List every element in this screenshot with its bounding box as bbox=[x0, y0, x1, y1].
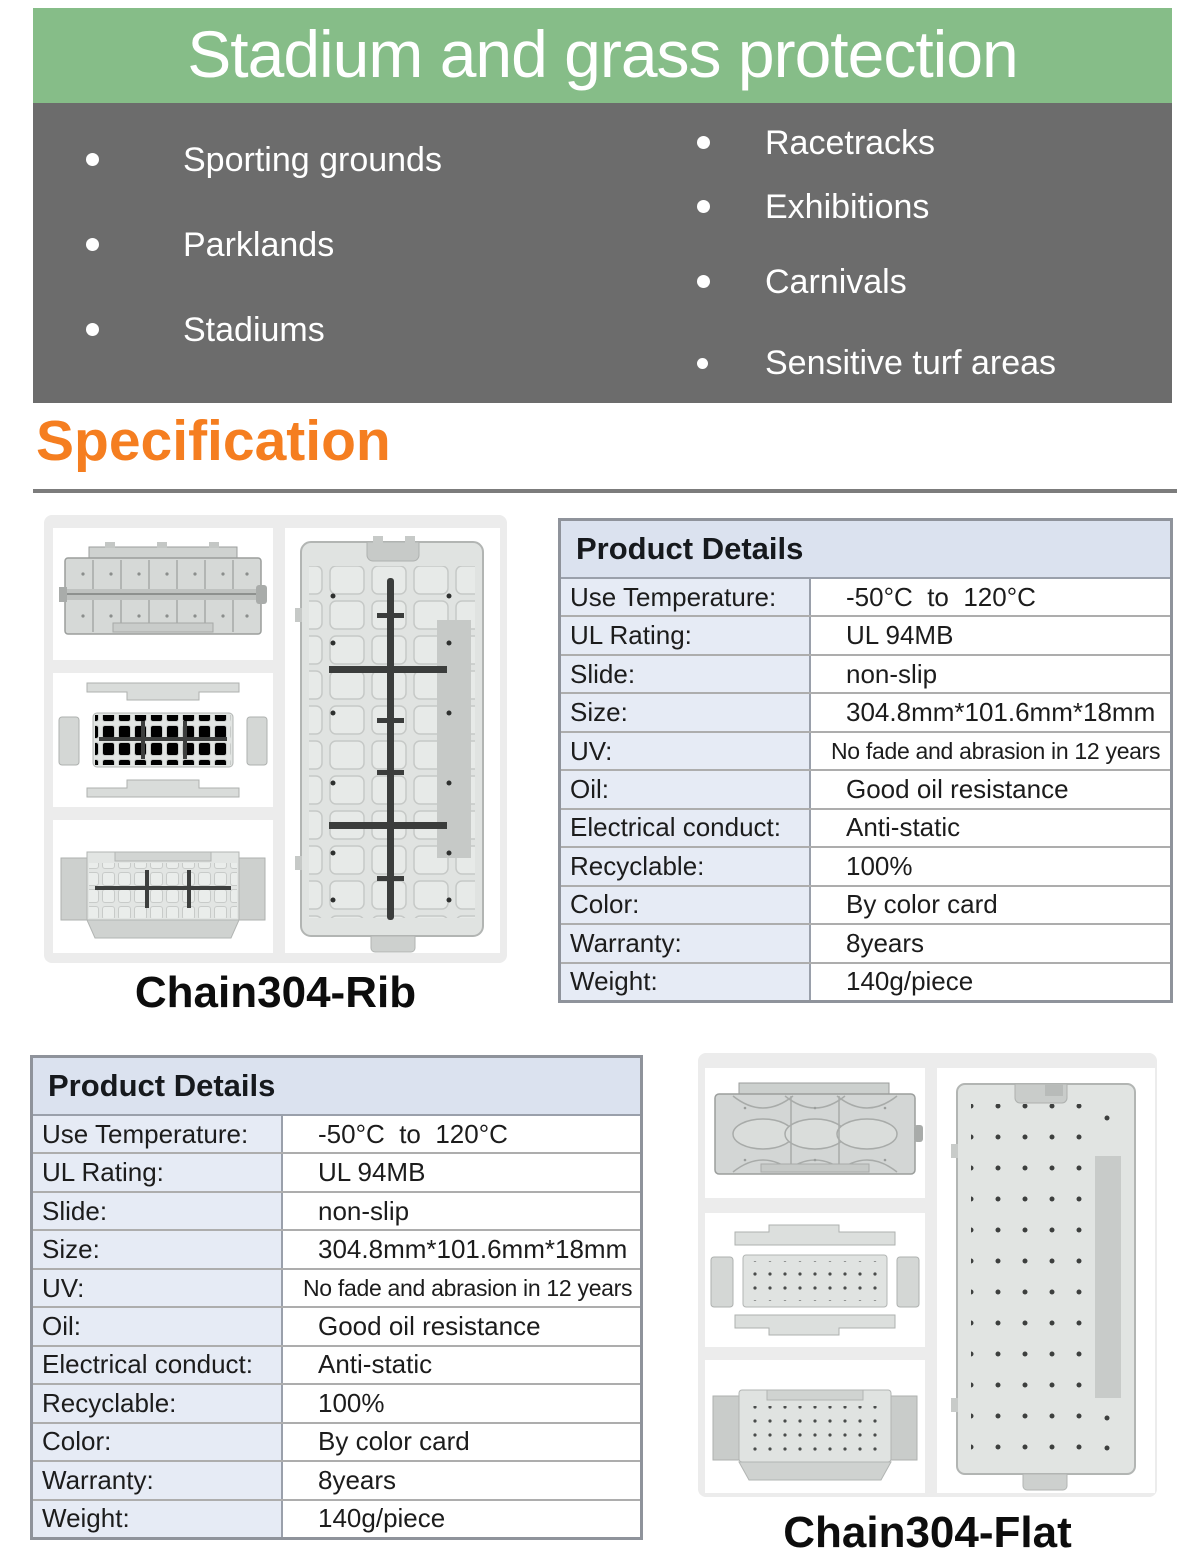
page-title: Stadium and grass protection bbox=[187, 17, 1018, 91]
spec-row bbox=[33, 1116, 640, 1152]
spec-row bbox=[33, 1345, 640, 1383]
rib-top-view-image bbox=[53, 528, 273, 660]
spec-row-value: Anti-static bbox=[811, 810, 1170, 846]
spec-row-label: Color: bbox=[33, 1424, 283, 1460]
spec-row-value: By color card bbox=[283, 1424, 640, 1460]
spec-row bbox=[561, 654, 1170, 692]
spec-row-value: No fade and abrasion in 12 years bbox=[283, 1270, 640, 1306]
spec-row-value: Good oil resistance bbox=[283, 1308, 640, 1344]
spec-row-label: Recyclable: bbox=[561, 848, 811, 884]
flat-assembled-view-image bbox=[705, 1360, 925, 1493]
spec-row-label: Oil: bbox=[561, 771, 811, 807]
spec-row bbox=[33, 1460, 640, 1498]
bullet-icon bbox=[697, 275, 710, 288]
spec-row-value: 100% bbox=[283, 1385, 640, 1421]
table-rows bbox=[33, 1116, 640, 1537]
bullet-icon bbox=[697, 358, 708, 369]
spec-row-label: Oil: bbox=[33, 1308, 283, 1344]
spec-row-label: Warranty: bbox=[33, 1462, 283, 1498]
spec-row-value: By color card bbox=[811, 887, 1170, 923]
spec-row bbox=[33, 1191, 640, 1229]
spec-row-label: Slide: bbox=[561, 656, 811, 692]
table-header: Product Details bbox=[561, 521, 1170, 579]
usage-item bbox=[86, 139, 442, 181]
usage-item bbox=[697, 186, 929, 228]
usage-item bbox=[86, 309, 325, 351]
spec-row bbox=[33, 1152, 640, 1190]
product-caption-flat: Chain304-Flat bbox=[783, 1508, 1072, 1557]
usage-item bbox=[697, 122, 935, 164]
spec-row-label: Size: bbox=[33, 1231, 283, 1267]
spec-row-value: Good oil resistance bbox=[811, 771, 1170, 807]
flat-tile-vertical-image bbox=[937, 1068, 1155, 1493]
usage-item bbox=[697, 261, 907, 303]
spec-row bbox=[33, 1306, 640, 1344]
spec-row-value: 304.8mm*101.6mm*18mm bbox=[811, 694, 1170, 730]
spec-row-label: UL Rating: bbox=[561, 617, 811, 653]
flat-exploded-view-image bbox=[705, 1213, 925, 1347]
spec-row-value: UL 94MB bbox=[811, 617, 1170, 653]
table-rows bbox=[561, 579, 1170, 1000]
spec-row-label: Electrical conduct: bbox=[561, 810, 811, 846]
spec-row-value: non-slip bbox=[811, 656, 1170, 692]
product-details-table-rib bbox=[558, 518, 1173, 1003]
spec-row-value: -50°C to 120°C bbox=[811, 579, 1170, 615]
spec-row-value: 304.8mm*101.6mm*18mm bbox=[283, 1231, 640, 1267]
title-banner bbox=[33, 8, 1172, 103]
section-divider bbox=[33, 489, 1177, 493]
spec-row bbox=[561, 962, 1170, 1000]
spec-row-label: Color: bbox=[561, 887, 811, 923]
spec-row-label: Warranty: bbox=[561, 925, 811, 961]
spec-row-label: Weight: bbox=[33, 1501, 283, 1537]
bullet-icon bbox=[697, 200, 710, 213]
usage-item-label: Parklands bbox=[183, 226, 335, 264]
product-details-table-flat bbox=[30, 1055, 643, 1540]
usage-item-label: Sensitive turf areas bbox=[765, 344, 1057, 382]
spec-row bbox=[561, 808, 1170, 846]
spec-row-label: UV: bbox=[561, 733, 811, 769]
spec-row-value: 8years bbox=[283, 1462, 640, 1498]
usage-item-label: Exhibitions bbox=[765, 188, 930, 226]
spec-row bbox=[33, 1422, 640, 1460]
spec-row bbox=[561, 731, 1170, 769]
table-header: Product Details bbox=[33, 1058, 640, 1116]
spec-row-label: Use Temperature: bbox=[561, 579, 811, 615]
spec-row bbox=[561, 923, 1170, 961]
section-heading: Specification bbox=[36, 409, 391, 473]
usage-item-label: Sporting grounds bbox=[183, 141, 442, 179]
spec-row bbox=[561, 579, 1170, 615]
spec-row-label: Slide: bbox=[33, 1193, 283, 1229]
bullet-icon bbox=[86, 323, 99, 336]
rib-exploded-view-image bbox=[53, 673, 273, 807]
usage-item-label: Racetracks bbox=[765, 124, 936, 162]
spec-row-label: UV: bbox=[33, 1270, 283, 1306]
spec-row-label: Weight: bbox=[561, 964, 811, 1000]
spec-row bbox=[561, 769, 1170, 807]
spec-row bbox=[33, 1229, 640, 1267]
bullet-icon bbox=[86, 238, 99, 251]
spec-row bbox=[561, 692, 1170, 730]
rib-assembled-view-image bbox=[53, 820, 273, 953]
product-image-collage-flat bbox=[698, 1053, 1157, 1497]
usage-banner bbox=[33, 103, 1172, 403]
spec-row-value: Anti-static bbox=[283, 1347, 640, 1383]
spec-row-value: UL 94MB bbox=[283, 1154, 640, 1190]
product-caption-rib: Chain304-Rib bbox=[134, 968, 417, 1017]
spec-row-value: 100% bbox=[811, 848, 1170, 884]
spec-row-value: 140g/piece bbox=[811, 964, 1170, 1000]
spec-row-value: No fade and abrasion in 12 years bbox=[811, 733, 1170, 769]
flat-bottom-web-view-image bbox=[705, 1068, 925, 1198]
spec-row-label: Use Temperature: bbox=[33, 1116, 283, 1152]
bullet-icon bbox=[697, 136, 710, 149]
spec-row bbox=[33, 1383, 640, 1421]
product-image-collage-rib bbox=[44, 515, 507, 963]
spec-row bbox=[33, 1268, 640, 1306]
rib-tile-vertical-image bbox=[285, 528, 500, 953]
spec-row-label: Size: bbox=[561, 694, 811, 730]
usage-item bbox=[697, 342, 1056, 384]
spec-row bbox=[561, 846, 1170, 884]
usage-item bbox=[86, 224, 334, 266]
spec-row-label: Recyclable: bbox=[33, 1385, 283, 1421]
spec-row-label: Electrical conduct: bbox=[33, 1347, 283, 1383]
spec-row-label: UL Rating: bbox=[33, 1154, 283, 1190]
spec-row-value: -50°C to 120°C bbox=[283, 1116, 640, 1152]
bullet-icon bbox=[86, 153, 99, 166]
spec-row bbox=[33, 1499, 640, 1537]
spec-row bbox=[561, 885, 1170, 923]
usage-item-label: Carnivals bbox=[765, 263, 907, 301]
spec-row-value: 8years bbox=[811, 925, 1170, 961]
spec-row bbox=[561, 615, 1170, 653]
usage-item-label: Stadiums bbox=[183, 311, 325, 349]
spec-row-value: non-slip bbox=[283, 1193, 640, 1229]
spec-row-value: 140g/piece bbox=[283, 1501, 640, 1537]
